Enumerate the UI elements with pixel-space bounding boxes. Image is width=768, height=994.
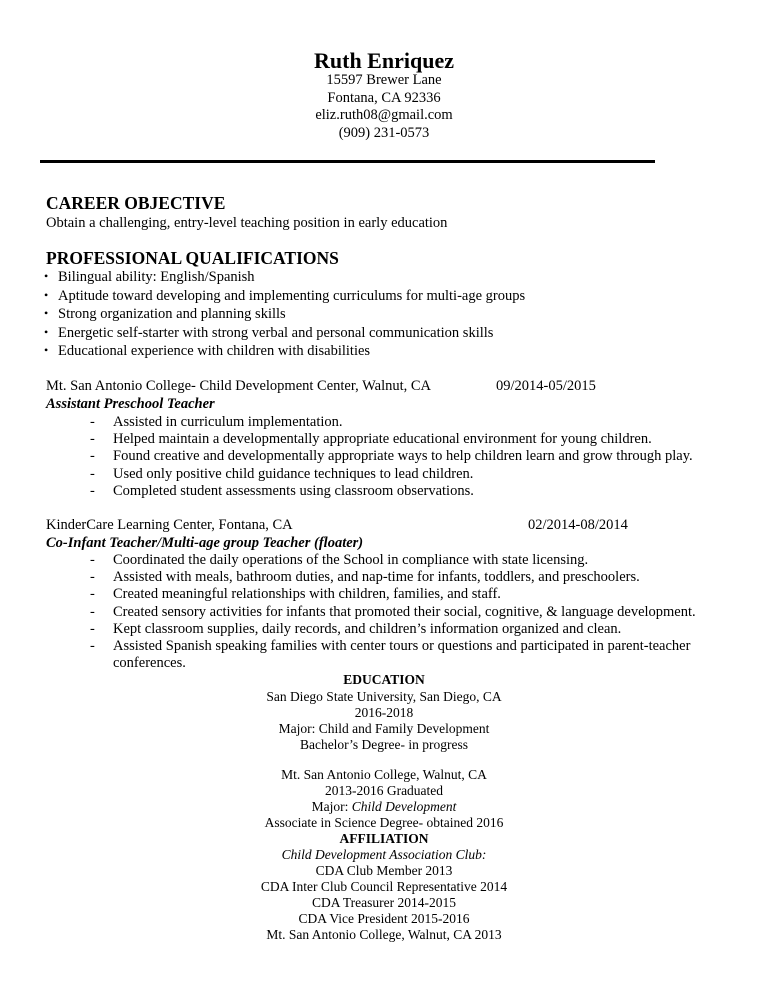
job-duty: - Assisted in curriculum implementation. <box>90 414 343 430</box>
job-duty: - Helped maintain a developmentally appropriate educational environment for young children. <box>90 431 652 447</box>
affiliation-role: CDA Vice President 2015-2016 <box>298 911 470 926</box>
job-duty: - Coordinated the daily operations of the School in compliance with state licensing. <box>90 552 589 568</box>
qualification-item: • Bilingual ability: English/Spanish <box>58 269 255 286</box>
job-dates: 02/2014-08/2014 <box>528 517 628 533</box>
job-org: Mt. San Antonio College- Child Development Center, Walnut, CA <box>46 378 432 394</box>
school-name: Mt. San Antonio College, Walnut, CA <box>281 767 487 782</box>
affiliation-role: CDA Treasurer 2014-2015 <box>312 895 456 910</box>
phone: (909) 231-0573 <box>338 125 430 141</box>
job-duty: - Completed student assessments using classroom observations. <box>90 483 474 499</box>
address-line-2: Fontana, CA 92336 <box>327 90 441 106</box>
affiliation-club: Child Development Association Club: <box>281 847 487 862</box>
job-duty: - Kept classroom supplies, daily records, and children’s information organized and clean. <box>90 621 622 637</box>
qualification-item: • Strong organization and planning skills <box>58 306 286 323</box>
job-title: Assistant Preschool Teacher <box>46 396 215 412</box>
job-duty: - Found creative and developmentally appropriate ways to help children learn and grow through play. <box>90 448 693 464</box>
school-major: Major: Child and Family Development <box>278 721 490 736</box>
objective-heading: CAREER OBJECTIVE <box>46 193 226 213</box>
school-name: San Diego State University, San Diego, CA <box>266 689 502 704</box>
email: eliz.ruth08@gmail.com <box>315 107 453 123</box>
job-duty: - Created sensory activities for infants that promoted their social, cognitive, & language development. <box>90 604 696 620</box>
job-duty: - Assisted Spanish speaking families with center tours or questions and participated in parent-teacher <box>90 638 691 654</box>
affiliation-role: CDA Club Member 2013 <box>315 863 453 878</box>
job-duty: - Used only positive child guidance techniques to lead children. <box>90 466 474 482</box>
qualification-item: • Energetic self-starter with strong verbal and personal communication skills <box>58 325 493 342</box>
education-heading: EDUCATION <box>343 672 425 687</box>
school-degree: Associate in Science Degree- obtained 2016 <box>264 815 504 830</box>
qualification-item: • Educational experience with children with disabilities <box>58 343 370 360</box>
school-major: Major: Child Development <box>311 799 457 814</box>
school-degree: Bachelor’s Degree- in progress <box>299 737 469 752</box>
qualifications-heading: PROFESSIONAL QUALIFICATIONS <box>46 248 339 268</box>
job-org: KinderCare Learning Center, Fontana, CA <box>46 517 293 533</box>
affiliation-role: CDA Inter Club Council Representative 2014 <box>260 879 508 894</box>
resume-name: Ruth Enriquez <box>314 48 454 73</box>
objective-text: Obtain a challenging, entry-level teaching position in early education <box>46 215 448 231</box>
qualification-item: • Aptitude toward developing and implementing curriculums for multi-age groups <box>58 288 525 305</box>
affiliation-heading: AFFILIATION <box>339 831 429 846</box>
school-years: 2016-2018 <box>354 705 414 720</box>
job-duty: - Assisted with meals, bathroom duties, and nap-time for infants, toddlers, and preschoolers. <box>90 569 640 585</box>
job-dates: 09/2014-05/2015 <box>496 378 596 394</box>
address-line-1: 15597 Brewer Lane <box>326 72 442 88</box>
job-title: Co-Infant Teacher/Multi-age group Teacher (floater) <box>46 535 364 551</box>
school-years: 2013-2016 Graduated <box>324 783 444 798</box>
job-duty: - Created meaningful relationships with children, families, and staff. <box>90 586 501 602</box>
affiliation-role: Mt. San Antonio College, Walnut, CA 2013 <box>266 927 502 942</box>
job-duty-continued: conferences. <box>113 655 186 671</box>
header-divider <box>40 160 655 163</box>
